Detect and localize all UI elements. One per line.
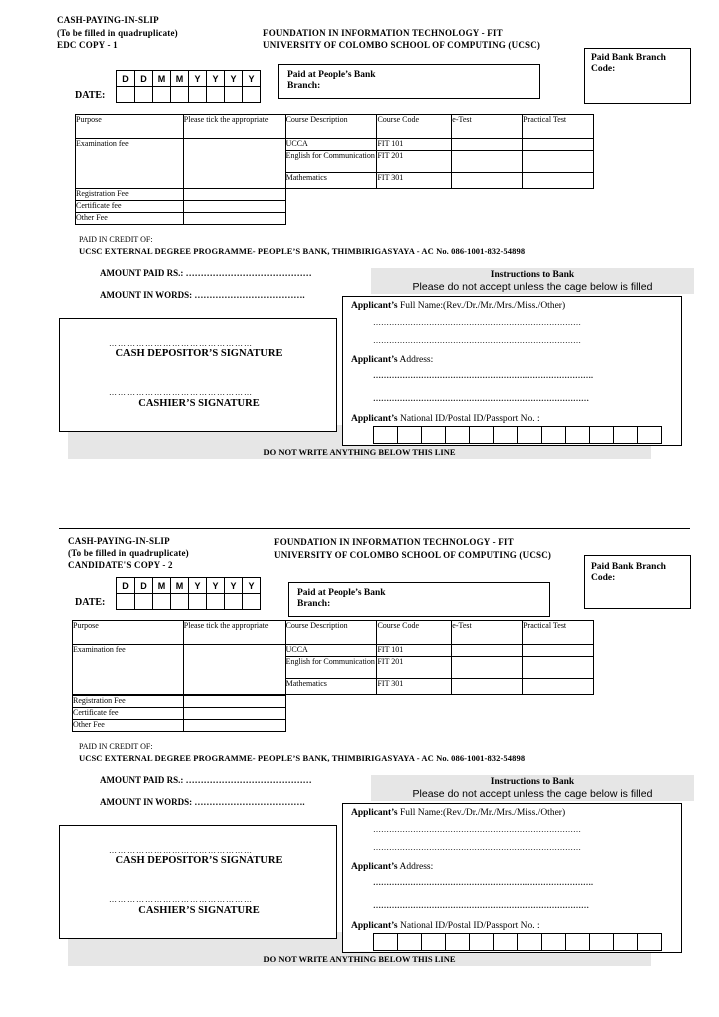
- date-letter: D: [135, 71, 153, 87]
- id-digit-cell[interactable]: [590, 427, 614, 444]
- col-etest: e-Test: [452, 115, 523, 139]
- date-letter: Y: [225, 578, 243, 594]
- id-digit-cell[interactable]: [614, 934, 638, 951]
- id-digit-cell[interactable]: [566, 427, 590, 444]
- name-line-1[interactable]: ……………………………………………………………………: [373, 318, 581, 327]
- applicant-id-label: Applicant’s National ID/Postal ID/Passport No. :: [351, 414, 540, 424]
- id-number-boxes[interactable]: [373, 426, 662, 444]
- id-digit-cell[interactable]: [446, 427, 470, 444]
- date-input-cell[interactable]: [117, 87, 135, 103]
- certificate-fee-label: Certificate fee: [73, 708, 184, 720]
- col-course-code: Course Code: [377, 621, 452, 645]
- cashier-sig-line[interactable]: …………………………………………: [109, 388, 253, 397]
- depositor-sig-line[interactable]: …………………………………………: [109, 339, 253, 348]
- course-code: FIT 101: [377, 645, 452, 657]
- paid-at-branch-box[interactable]: [278, 64, 540, 99]
- practical-cell[interactable]: [523, 173, 594, 189]
- course-desc: Mathematics: [285, 173, 377, 189]
- date-input-cell[interactable]: [135, 594, 153, 610]
- quadruplicate-note: (To be filled in quadruplicate): [57, 28, 178, 38]
- instructions-text: Please do not accept unless the cage below is filled: [412, 281, 653, 293]
- date-input-cell[interactable]: [207, 87, 225, 103]
- id-digit-cell[interactable]: [518, 427, 542, 444]
- registration-fee-label: Registration Fee: [73, 696, 184, 708]
- date-input-cell[interactable]: [171, 594, 189, 610]
- date-input-cell[interactable]: [243, 87, 261, 103]
- course-code: FIT 101: [377, 139, 452, 151]
- branch-code-label: Paid Bank Branch Code:: [591, 562, 666, 583]
- paid-at-label: Paid at People’s Bank Branch:: [297, 588, 386, 609]
- slip-title: CASH-PAYING-IN-SLIP: [68, 536, 170, 546]
- date-letter: D: [117, 71, 135, 87]
- depositor-sig-label: CASH DEPOSITOR’S SIGNATURE: [115, 855, 283, 866]
- etest-cell[interactable]: [452, 173, 523, 189]
- course-code: FIT 201: [377, 657, 452, 679]
- date-letter: M: [171, 578, 189, 594]
- applicant-id-label: Applicant’s National ID/Postal ID/Passport No. :: [351, 921, 540, 931]
- date-letter: Y: [225, 71, 243, 87]
- date-letter: Y: [207, 578, 225, 594]
- paid-in-credit-label: PAID IN CREDIT OF:: [79, 742, 153, 751]
- depositor-sig-line[interactable]: …………………………………………: [109, 846, 253, 855]
- practical-cell[interactable]: [523, 645, 594, 657]
- paid-in-credit-label: PAID IN CREDIT OF:: [79, 235, 153, 244]
- other-fees-table: [72, 695, 286, 732]
- applicant-address-label: Applicant’s Address:: [351, 355, 434, 365]
- slip-title: CASH-PAYING-IN-SLIP: [57, 15, 159, 25]
- course-code: FIT 201: [377, 151, 452, 173]
- id-digit-cell[interactable]: [590, 934, 614, 951]
- practical-cell[interactable]: [523, 139, 594, 151]
- name-line-2[interactable]: ……………………………………………………………………: [373, 336, 581, 345]
- registration-fee-label: Registration Fee: [76, 189, 184, 201]
- tick-cell[interactable]: [184, 201, 286, 213]
- id-digit-cell[interactable]: [446, 934, 470, 951]
- date-input-cell[interactable]: [243, 594, 261, 610]
- date-input-cell[interactable]: [117, 594, 135, 610]
- cashier-sig-label: CASHIER’S SIGNATURE: [138, 398, 260, 409]
- applicant-name-label: Applicant’s Full Name:(Rev./Dr./Mr./Mrs./Miss./Other): [351, 808, 566, 818]
- id-digit-cell[interactable]: [398, 934, 422, 951]
- tick-cell[interactable]: [184, 720, 286, 732]
- paid-at-branch-box[interactable]: [288, 582, 550, 617]
- quadruplicate-note: (To be filled in quadruplicate): [68, 548, 189, 558]
- tick-cell[interactable]: [184, 189, 286, 201]
- slip-candidate-copy: [0, 507, 719, 977]
- date-input-cell[interactable]: [207, 594, 225, 610]
- date-boxes[interactable]: [116, 70, 261, 103]
- date-input-cell[interactable]: [189, 594, 207, 610]
- copy-label: CANDIDATE'S COPY - 2: [68, 560, 173, 570]
- col-course-desc: Course Description: [285, 621, 377, 645]
- course-desc: UCCA: [285, 645, 377, 657]
- etest-cell[interactable]: [452, 645, 523, 657]
- course-code: FIT 301: [377, 679, 452, 695]
- etest-cell[interactable]: [452, 679, 523, 695]
- col-practical: Practical Test: [523, 115, 594, 139]
- etest-cell[interactable]: [452, 657, 523, 679]
- date-letter: Y: [243, 71, 261, 87]
- exam-fee-label: Examination fee: [76, 139, 184, 189]
- col-practical: Practical Test: [523, 621, 594, 645]
- org-line-1: FOUNDATION IN INFORMATION TECHNOLOGY - FIT: [263, 28, 503, 38]
- do-not-write-notice: DO NOT WRITE ANYTHING BELOW THIS LINE: [263, 954, 456, 964]
- id-digit-cell[interactable]: [494, 427, 518, 444]
- date-letter: M: [153, 71, 171, 87]
- id-digit-cell[interactable]: [374, 427, 398, 444]
- course-desc: Mathematics: [285, 679, 377, 695]
- branch-code-box[interactable]: [584, 48, 691, 104]
- account-details: UCSC EXTERNAL DEGREE PROGRAMME- PEOPLE’S BANK, THIMBIRIGASYAYA - AC No. 086-1001-832-54898: [79, 753, 526, 763]
- amount-paid-field[interactable]: AMOUNT PAID RS.: ……………………………………: [100, 268, 312, 278]
- applicant-box: [342, 803, 682, 953]
- date-label: DATE:: [75, 597, 106, 608]
- instructions-banner: [371, 775, 694, 801]
- other-fee-label: Other Fee: [76, 213, 184, 225]
- col-tick: Please tick the appropriate: [183, 115, 285, 139]
- tick-cell[interactable]: [183, 139, 285, 189]
- address-line-2[interactable]: ………………………………………………………………………: [373, 394, 589, 403]
- date-letter: D: [117, 578, 135, 594]
- date-input-row[interactable]: [117, 87, 261, 103]
- course-desc: UCCA: [285, 139, 377, 151]
- date-input-cell[interactable]: [153, 87, 171, 103]
- applicant-name-label: Applicant’s Full Name:(Rev./Dr./Mr./Mrs./Miss./Other): [351, 301, 566, 311]
- date-letter: Y: [189, 578, 207, 594]
- date-letter: M: [171, 71, 189, 87]
- practical-cell[interactable]: [523, 657, 594, 679]
- id-digit-cell[interactable]: [638, 427, 662, 444]
- paid-at-label: Paid at People’s Bank Branch:: [287, 70, 376, 91]
- depositor-sig-label: CASH DEPOSITOR’S SIGNATURE: [115, 348, 283, 359]
- date-letter: M: [153, 578, 171, 594]
- id-number-boxes[interactable]: [373, 933, 662, 951]
- applicant-address-label: Applicant’s Address:: [351, 862, 434, 872]
- certificate-fee-label: Certificate fee: [76, 201, 184, 213]
- id-digit-cell[interactable]: [374, 934, 398, 951]
- cashier-sig-line[interactable]: …………………………………………: [109, 895, 253, 904]
- tick-cell[interactable]: [184, 213, 286, 225]
- date-letter-row: [117, 71, 261, 87]
- amount-paid-field[interactable]: AMOUNT PAID RS.: ……………………………………: [100, 775, 312, 785]
- tick-cell[interactable]: [184, 696, 286, 708]
- name-line-1[interactable]: ……………………………………………………………………: [373, 825, 581, 834]
- id-digit-cell[interactable]: [542, 427, 566, 444]
- id-digit-cell[interactable]: [494, 934, 518, 951]
- tick-cell[interactable]: [184, 708, 286, 720]
- name-line-2[interactable]: ……………………………………………………………………: [373, 843, 581, 852]
- id-digit-cell[interactable]: [398, 427, 422, 444]
- slip-edc-copy: [0, 0, 719, 470]
- do-not-write-notice: DO NOT WRITE ANYTHING BELOW THIS LINE: [263, 447, 456, 457]
- id-digit-cell[interactable]: [470, 427, 494, 444]
- copy-label: EDC COPY - 1: [57, 40, 118, 50]
- org-line-2: UNIVERSITY OF COLOMBO SCHOOL OF COMPUTING (UCSC): [274, 550, 552, 560]
- signature-box: [59, 318, 337, 432]
- fee-table: [75, 114, 594, 189]
- address-line-1[interactable]: ………………………………………………….…………………….: [373, 371, 593, 380]
- address-line-2[interactable]: ………………………………………………………………………: [373, 901, 589, 910]
- practical-cell[interactable]: [523, 679, 594, 695]
- id-digit-cell[interactable]: [614, 427, 638, 444]
- fee-table: [72, 620, 594, 695]
- branch-code-box[interactable]: [584, 555, 691, 609]
- address-line-1[interactable]: ………………………………………………….…………………….: [373, 878, 593, 887]
- id-digit-cell[interactable]: [422, 427, 446, 444]
- exam-fee-label: Examination fee: [73, 645, 184, 695]
- etest-cell[interactable]: [452, 151, 523, 173]
- org-line-2: UNIVERSITY OF COLOMBO SCHOOL OF COMPUTING (UCSC): [263, 40, 541, 50]
- col-course-code: Course Code: [377, 115, 452, 139]
- id-digit-cell[interactable]: [542, 934, 566, 951]
- other-fee-label: Other Fee: [73, 720, 184, 732]
- instructions-banner: [371, 268, 694, 294]
- practical-cell[interactable]: [523, 151, 594, 173]
- col-course-desc: Course Description: [285, 115, 377, 139]
- id-digit-cell[interactable]: [518, 934, 542, 951]
- other-fees-table: [75, 188, 286, 225]
- date-input-cell[interactable]: [171, 87, 189, 103]
- course-code: FIT 301: [377, 173, 452, 189]
- date-letter: Y: [189, 71, 207, 87]
- signature-box: [59, 825, 337, 939]
- applicant-box: [342, 296, 682, 446]
- amount-in-words-field[interactable]: AMOUNT IN WORDS: ……………………………….: [100, 290, 305, 300]
- id-digit-cell[interactable]: [470, 934, 494, 951]
- col-tick: Please tick the appropriate: [183, 621, 285, 645]
- date-letter-row: [117, 578, 261, 594]
- col-purpose: Purpose: [76, 115, 184, 139]
- course-desc: English for Communication: [285, 657, 377, 679]
- col-purpose: Purpose: [73, 621, 184, 645]
- date-letter: D: [135, 578, 153, 594]
- id-digit-cell[interactable]: [422, 934, 446, 951]
- col-etest: e-Test: [452, 621, 523, 645]
- date-input-cell[interactable]: [225, 87, 243, 103]
- date-letter: Y: [243, 578, 261, 594]
- date-label: DATE:: [75, 90, 106, 101]
- id-digit-cell[interactable]: [638, 934, 662, 951]
- date-input-cell[interactable]: [153, 594, 171, 610]
- date-input-cell[interactable]: [189, 87, 207, 103]
- date-input-row[interactable]: [117, 594, 261, 610]
- date-letter: Y: [207, 71, 225, 87]
- date-boxes[interactable]: [116, 577, 261, 610]
- instructions-text: Please do not accept unless the cage below is filled: [412, 788, 653, 800]
- org-line-1: FOUNDATION IN INFORMATION TECHNOLOGY - FIT: [274, 537, 514, 547]
- instructions-title: Instructions to Bank: [490, 270, 575, 280]
- account-details: UCSC EXTERNAL DEGREE PROGRAMME- PEOPLE’S BANK, THIMBIRIGASYAYA - AC No. 086-1001-832-54898: [79, 246, 526, 256]
- date-input-cell[interactable]: [135, 87, 153, 103]
- tick-cell[interactable]: [183, 645, 285, 695]
- id-digit-cell[interactable]: [566, 934, 590, 951]
- cashier-sig-label: CASHIER’S SIGNATURE: [138, 905, 260, 916]
- date-input-cell[interactable]: [225, 594, 243, 610]
- instructions-title: Instructions to Bank: [490, 777, 575, 787]
- amount-in-words-field[interactable]: AMOUNT IN WORDS: ……………………………….: [100, 797, 305, 807]
- etest-cell[interactable]: [452, 139, 523, 151]
- branch-code-label: Paid Bank Branch Code:: [591, 53, 666, 74]
- course-desc: English for Communication: [285, 151, 377, 173]
